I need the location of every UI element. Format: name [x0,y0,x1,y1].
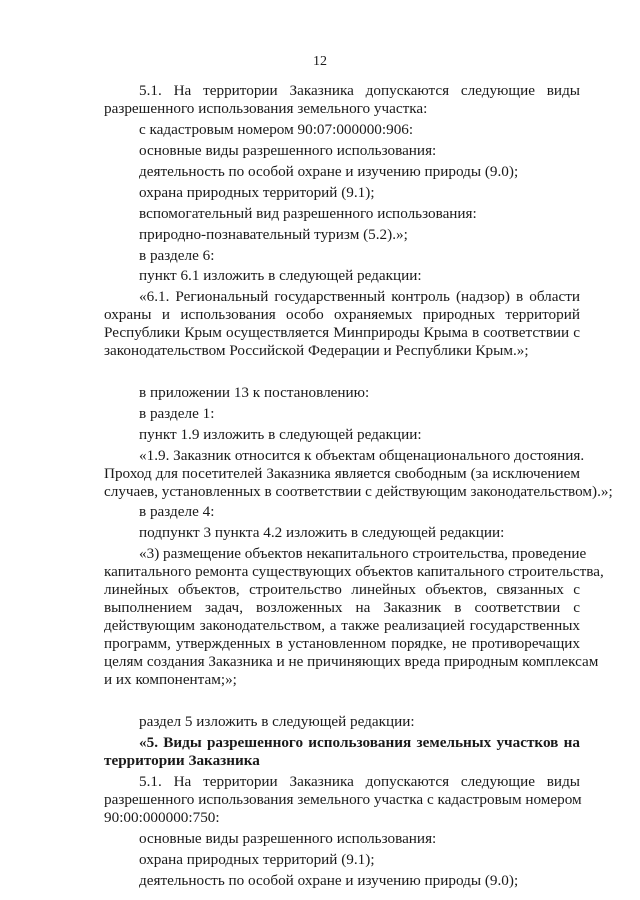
text-line: выполнением задач, возложенных на Заказник в соответствии с [104,599,580,616]
text-line: с кадастровым номером 90:07:000000:906: [139,121,414,138]
text-line: природно-познавательный туризм (5.2).»; [139,226,408,243]
text-line: пункт 6.1 изложить в следующей редакции: [139,267,422,284]
section-heading: «5. Виды разрешенного использования земельных участков на [139,734,580,751]
text-line: основные виды разрешенного использования: [139,830,437,847]
text-line: Республики Крым осуществляется Минприроды Крыма в соответствии с [104,324,580,341]
text-line: 5.1. На территории Заказника допускаются следующие виды [139,773,580,790]
section-heading: территории Заказника [104,752,260,769]
text-line: законодательством Российской Федерации и Республики Крым.»; [104,342,529,359]
text-line: Проход для посетителей Заказника является свободным (за исключением [104,465,580,482]
text-line: раздел 5 изложить в следующей редакции: [139,713,415,730]
text-line: в разделе 4: [139,503,215,520]
text-line: деятельность по особой охране и изучению природы (9.0); [139,163,519,180]
text-line: 90:00:000000:750: [104,809,220,826]
text-line: охрана природных территорий (9.1); [139,184,375,201]
text-line: деятельность по особой охране и изучению природы (9.0); [139,872,519,889]
text-line: в разделе 6: [139,247,215,264]
text-line: «3) размещение объектов некапитального строительства, проведение [139,545,587,562]
text-line: «1.9. Заказник относится к объектам общенационального достояния. [139,447,585,464]
text-line: подпункт 3 пункта 4.2 изложить в следующей редакции: [139,524,505,541]
text-line: 5.1. На территории Заказника допускаются следующие виды [139,82,580,99]
text-line: капитального ремонта существующих объектов капитального строительства, [104,563,604,580]
text-line: вспомогательный вид разрешенного использования: [139,205,477,222]
text-line: пункт 1.9 изложить в следующей редакции: [139,426,422,443]
page-number: 12 [313,54,327,69]
text-line: охрана природных территорий (9.1); [139,851,375,868]
text-line: линейных объектов, строительство линейных объектов, связанных с [104,581,580,598]
text-line: в разделе 1: [139,405,215,422]
text-line: и их компонентам;»; [104,671,237,688]
text-line: программ, утвержденных в установленном порядке, не противоречащих [104,635,580,652]
text-line: действующим законодательством, а также реализацией государственных [104,617,580,634]
text-line: случаев, установленных в соответствии с действующим законодательством).»; [104,483,613,500]
text-line: разрешенного использования земельного участка с кадастровым номером [104,791,582,808]
text-line: разрешенного использования земельного участка: [104,100,428,117]
text-line: целям создания Заказника и не причиняющих вреда природным комплексам [104,653,599,670]
text-line: «6.1. Региональный государственный контроль (надзор) в области [139,288,580,305]
text-line: основные виды разрешенного использования: [139,142,437,159]
text-line: в приложении 13 к постановлению: [139,384,370,401]
text-line: охраны и использования особо охраняемых природных территорий [104,306,580,323]
